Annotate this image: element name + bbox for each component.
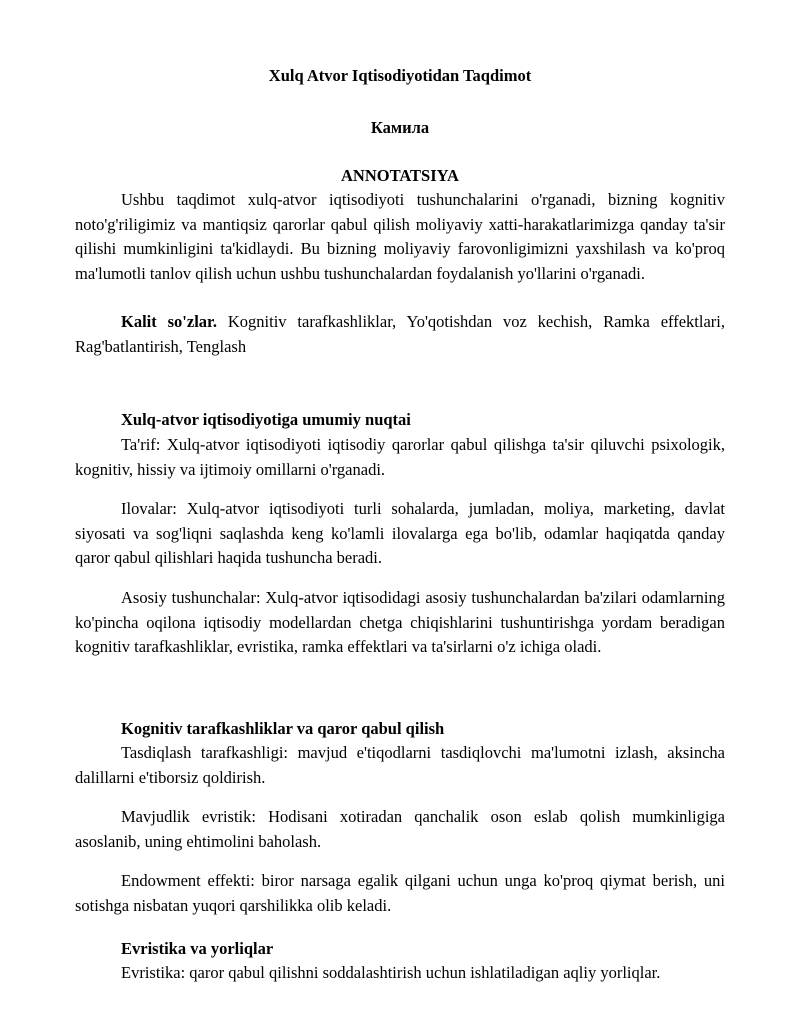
abstract-heading: ANNOTATSIYA (341, 166, 459, 185)
paragraph-confirmation-bias: Tasdiqlash tarafkashligi: mavjud e'tiqodlarni tasdiqlovchi ma'lumotni izlash, aksincha dalillarni e'tiborsiz qoldirish. (75, 743, 725, 787)
paragraph-key-concepts: Asosiy tushunchalar: Xulq-atvor iqtisodidagi asosiy tushunchalardan ba'zilari odamlarning ko'pincha oqilona iqtisodiy modellardan chetga chiqishlarini tushuntirishga yordam beradigan kognitiv tarafkashliklar, evristika, ramka effektlari va ta'sirlarni o'z ichiga oladi. (75, 588, 725, 656)
section-heading-heuristics: Evristika va yorliqlar (121, 939, 274, 958)
document-title: Xulq Atvor Iqtisodiyotidan Taqdimot (268, 66, 532, 85)
keywords-paragraph (75, 310, 725, 359)
paragraph-availability-heuristic: Mavjudlik evristik: Hodisani xotiradan qanchalik oson eslab qolish mumkinligiga asoslanib, uning ehtimolini baholash. (75, 807, 725, 851)
paragraph-endowment-effect: Endowment effekti: biror narsaga egalik qilgani uchun unga ko'proq qiymat berish, uni sotishga nisbatan yuqori qarshilikka olib keladi. (75, 871, 725, 915)
keywords-text: Kognitiv tarafkashliklar, Yo'qotishdan voz kechish, Ramka effektlari, Rag'batlantirish, Tenglash (75, 312, 725, 356)
paragraph-definition: Ta'rif: Xulq-atvor iqtisodiyoti iqtisodiy qarorlar qabul qilishga ta'sir qiluvchi psixologik, kognitiv, hissiy va ijtimoiy omillarni o'rganadi. (75, 435, 725, 479)
document-page (75, 0, 725, 1035)
section-heading-overview: Xulq-atvor iqtisodiyotiga umumiy nuqtai (121, 410, 411, 429)
keywords-label: Kalit so'zlar. (121, 312, 217, 331)
document-author: Камила (370, 118, 430, 137)
paragraph-heuristics-definition: Evristika: qaror qabul qilishni soddalashtirish uchun ishlatiladigan aqliy yorliqlar. (121, 963, 661, 982)
paragraph-applications: Ilovalar: Xulq-atvor iqtisodiyoti turli sohalarda, jumladan, moliya, marketing, davlat siyosati va sog'liqni saqlashda keng ko'lamli ilovalarga ega bo'lib, odamlar haqiqatda qanday qaror qabul qilishlari haqida tushuncha beradi. (75, 499, 725, 567)
section-heading-cognitive-biases: Kognitiv tarafkashliklar va qaror qabul qilish (121, 719, 445, 738)
abstract-paragraph: Ushbu taqdimot xulq-atvor iqtisodiyoti tushunchalarini o'rganadi, bizning kognitiv noto'g'riligimiz va mantiqsiz qarorlar qabul qilish moliyaviy xatti-harakatlarimizga qanday ta'sir qilishi mumkinligini ta'kidlaydi. Bu bizning moliyaviy farovonligimizni yaxshilash va ko'proq ma'lumotli tanlov qilish uchun ushbu tushunchalardan foydalanish yo'llarini o'rganadi. (75, 190, 725, 283)
